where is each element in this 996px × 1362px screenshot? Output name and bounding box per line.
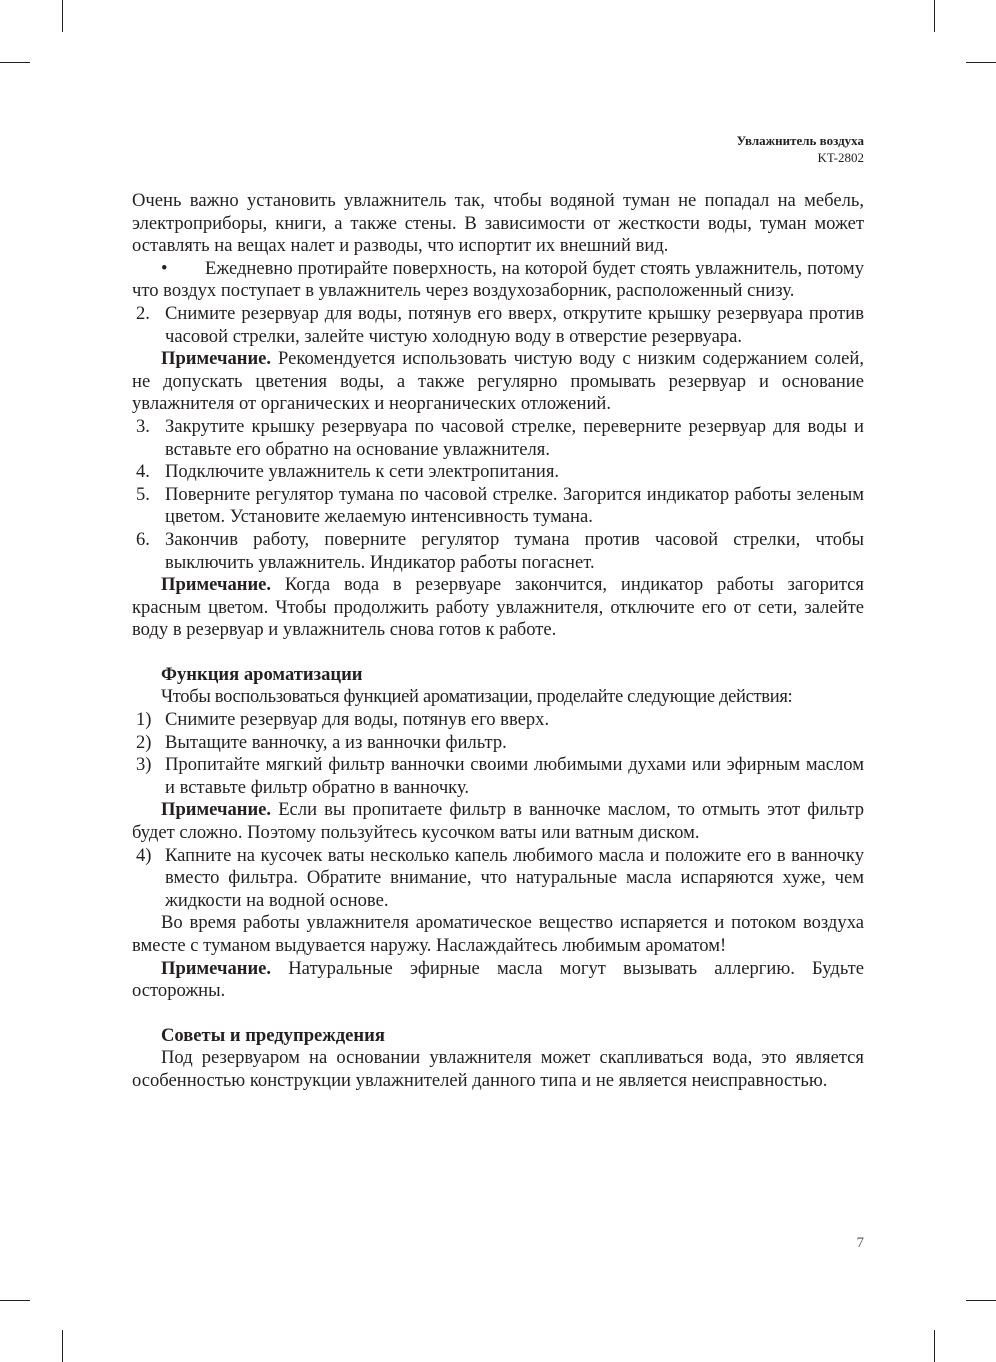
list-text: Закрутите крышку резервуара по часовой стрелке, переверните резервуар для воды и вставьте его обратно на основание увлажнителя.	[165, 415, 864, 460]
crop-mark	[62, 0, 63, 32]
crop-mark	[934, 1330, 935, 1362]
section-heading-tips: Советы и предупреждения	[161, 1024, 385, 1046]
list-text: Капните на кусочек ваты несколько капель любимого масла и положите его в ванночку вместо фильтра. Обратите внимание, что натуральные масла испаряются хуже, чем жидкости на водной основе.	[165, 844, 864, 911]
list-number: 5.	[136, 483, 150, 505]
section-heading-aroma: Функция ароматизации	[161, 663, 363, 685]
list-text: Поверните регулятор тумана по часовой стрелке. Загорится индикатор работы зеленым цветом. Установите желаемую интенсивность тумана.	[165, 483, 864, 528]
list-number: 2.	[136, 302, 150, 324]
crop-mark	[934, 0, 935, 32]
running-header	[737, 132, 864, 166]
list-item	[132, 709, 864, 732]
note-text: Рекомендуется использовать чистую воду с низким содержанием солей, не допускать цветения воды, а также регулярно промывать резервуар и основание увлажнителя от органических и неорганических отложений.	[132, 348, 864, 415]
list-item	[132, 303, 864, 348]
list-text: Вытащите ванночку, а из ванночки фильтр.	[165, 731, 507, 753]
note-text: Когда вода в резервуаре закончится, индикатор работы загорится красным цветом. Чтобы продолжить работу увлажнителя, отключите его от сети, залейте воду в резервуар и увлажнитель снова готов к работе.	[132, 574, 864, 641]
crop-mark	[966, 62, 996, 63]
crop-mark	[966, 1300, 996, 1301]
list-number: 2)	[136, 731, 152, 753]
page-number: 7	[856, 1235, 864, 1251]
crop-mark	[0, 1300, 30, 1301]
paragraph: Чтобы воспользоваться функцией ароматизации, проделайте следующие действия:	[161, 686, 793, 708]
bullet-item	[132, 258, 864, 303]
list-text: Снимите резервуар для воды, потянув его вверх.	[165, 709, 550, 731]
header-title: Увлажнитель воздуха	[736, 133, 864, 148]
note-label: Примечание.	[161, 348, 272, 370]
crop-mark	[0, 62, 30, 63]
header-model: KT-2802	[817, 150, 864, 165]
list-text: Подключите увлажнитель к сети электропитания.	[165, 461, 560, 483]
note	[132, 799, 864, 844]
list-number: 4.	[136, 461, 150, 483]
list-item	[132, 529, 864, 574]
note-label: Примечание.	[161, 957, 272, 979]
bullet-text: Ежедневно протирайте поверхность, на которой будет стоять увлажнитель, потому что воздух поступает в увлажнитель через воздухозаборник, расположенный снизу.	[132, 257, 864, 302]
paragraph: Очень важно установить увлажнитель так, чтобы водяной туман не попадал на мебель, электроприборы, книги, а также стены. В зависимости от жесткости воды, туман может оставлять на вещах налет и разводы, что испортит их внешний вид.	[132, 190, 864, 257]
bullet-mark: •	[161, 257, 168, 279]
note	[132, 958, 864, 1003]
note-label: Примечание.	[161, 574, 272, 596]
note	[132, 574, 864, 642]
note	[132, 348, 864, 416]
list-item	[132, 484, 864, 529]
list-item	[132, 416, 864, 461]
list-number: 3.	[136, 415, 150, 437]
list-number: 6.	[136, 528, 150, 550]
list-number: 4)	[136, 844, 152, 866]
list-number: 3)	[136, 754, 152, 776]
list-text: Закончив работу, поверните регулятор тумана против часовой стрелки, чтобы выключить увлажнитель. Индикатор работы погаснет.	[165, 528, 864, 573]
list-item	[132, 845, 864, 913]
crop-mark	[62, 1330, 63, 1362]
note-text: Если вы пропитаете фильтр в ванночке маслом, то отмыть этот фильтр будет сложно. Поэтому пользуйтесь кусочком ваты или ватным диском.	[132, 799, 864, 844]
list-item	[132, 461, 864, 484]
note-text: Натуральные эфирные масла могут вызывать аллергию. Будьте осторожны.	[132, 957, 864, 1002]
note-label: Примечание.	[161, 799, 272, 821]
list-text: Пропитайте мягкий фильтр ванночки своими любимыми духами или эфирным маслом и вставьте фильтр обратно в ванночку.	[165, 754, 864, 798]
paragraph: Во время работы увлажнителя ароматическое вещество испаряется и потоком воздуха вместе с туманом выдувается наружу. Наслаждайтесь любимым ароматом!	[132, 912, 864, 956]
list-item	[132, 754, 864, 799]
paragraph: Под резервуаром на основании увлажнителя может скапливаться вода, это является особенностью конструкции увлажнителей данного типа и не является неисправностью.	[132, 1047, 864, 1091]
list-text: Снимите резервуар для воды, потянув его вверх, открутите крышку резервуара против часовой стрелки, залейте чистую холодную воду в отверстие резервуара.	[165, 302, 864, 347]
list-item	[132, 732, 864, 755]
page-content	[132, 190, 864, 1093]
list-number: 1)	[136, 709, 152, 731]
